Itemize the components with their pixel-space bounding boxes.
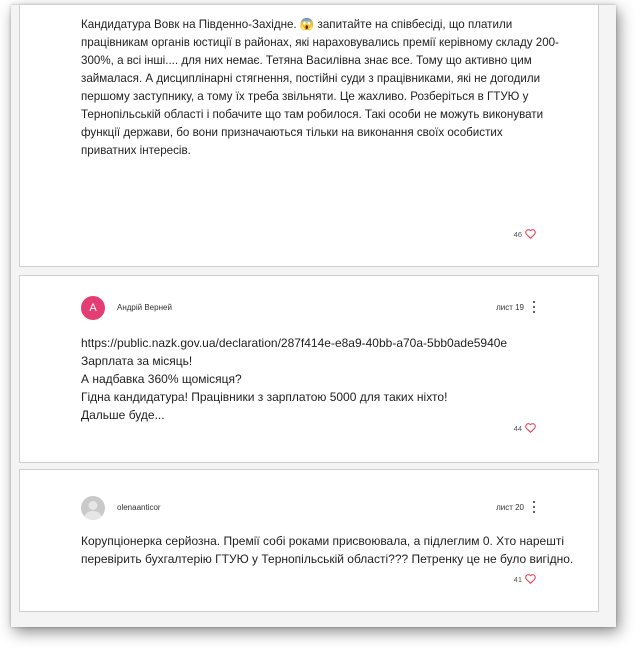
comment-line: функції держави, бо вони призначаються тільки на виконання своїх особистих [81,126,503,139]
comment-card [19,275,599,463]
avatar[interactable] [81,296,105,320]
heart-icon[interactable] [525,574,536,584]
author-name[interactable]: olenaanticor [117,503,161,512]
comment-line: Дальше буде... [81,408,165,422]
like-counter [514,229,536,239]
comment-line: Гідна кандидатура! Працівники з зарплатою 5000 для таких ніхто! [81,390,448,404]
author-name[interactable]: Андрій Верней [117,303,172,312]
heart-icon[interactable] [525,229,536,239]
heart-icon[interactable] [525,423,536,433]
comment-line: працівникам органів юстиції в районах, які нараховувались премії керівному складу 200- [81,36,559,49]
comment-line: Кандидатура Вовк на Південно-Західне. 😱 запитайте на співбесіді, що платили [81,18,513,31]
comment-card [19,469,599,612]
comment-card [19,5,599,267]
comment-line: А надбавка 360% щомісяця? [81,372,242,386]
more-vertical-icon[interactable] [530,300,538,314]
comment-line: 300%, а всі інші.... для них немає. Тетяна Василівна знає все. Тому що активно цим [81,54,532,67]
comment-line: Корупціонерка серйозна. Премії собі роками присвоювала, а підлеглим 0. Хто нарешті [81,534,564,548]
user-silhouette-icon [81,496,105,520]
like-counter [514,574,536,584]
like-count: 41 [513,574,522,584]
declaration-link[interactable]: https://public.nazk.gov.ua/declaration/287f414e-e8a9-40bb-a70a-5bb0ade5940e [81,336,508,350]
comment-line: займалася. А дисциплінарні стягнення, постійні суди з працівниками, які не догодили [81,72,541,85]
comment-date: лист 20 [496,503,524,512]
comment-line: перевірить бухгалтерію ГТУЮ у Тернопільській області??? Петренку це не було вигідно. [81,552,574,566]
comment-text [81,16,559,160]
comment-line: першому заступнику, а тому їх треба звільняти. Це жахливо. Розберіться в ГТУЮ у [81,90,529,103]
comment-text [81,334,551,424]
like-count: 46 [513,229,522,239]
avatar-letter: A [89,302,97,314]
comment-line: Зарплата за місяць! [81,354,193,368]
comment-header [81,496,538,520]
more-vertical-icon[interactable] [530,500,538,514]
like-count: 44 [513,423,522,433]
comments-panel [11,5,616,627]
comment-text [81,532,574,568]
comment-date: лист 19 [496,303,524,312]
avatar[interactable] [81,496,105,520]
comment-line: Тернопільській області і побачите що там робилося. Такі особи не можуть виконувати [81,108,544,121]
comment-line: приватних інтересів. [81,144,191,157]
comment-header [81,296,538,320]
like-counter [514,423,536,433]
